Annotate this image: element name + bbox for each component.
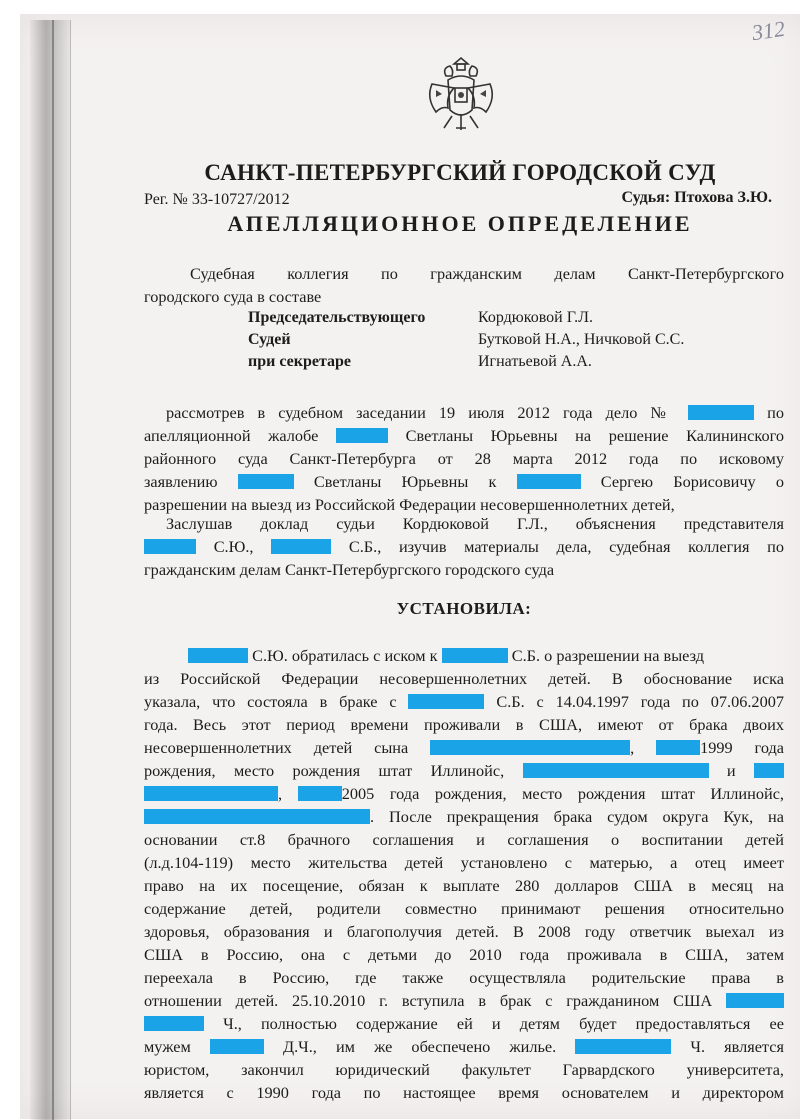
registration-number: Рег. № 33-10727/2012 [144,191,290,208]
judge-name: Судья: Птохова З.Ю. [621,189,772,206]
body-line-1: С.Ю. обратилась с иском к С.Б. о разрешении на выезд [144,644,784,667]
section-heading: УСТАНОВИЛА: [396,599,532,618]
document-title: АПЕЛЛЯЦИОННОЕ ОПРЕДЕЛЕНИЕ [227,211,693,236]
para1-line-4: заявлению Светланы Юрьевны к Сергею Борисовичу о [144,472,784,491]
redaction-mark [442,648,508,663]
page-fold-line-secondary [70,20,71,1120]
body-line-7: , 2005 года рождения, место рождения штат Иллинойс, [144,782,784,805]
court-name-heading: САНКТ-ПЕТЕРБУРГСКИЙ ГОРОДСКОЙ СУД [204,160,716,185]
body-line-15: переехала в Россию, где также осуществляла родительские права в [144,968,784,987]
body-line-13: здоровья, образования и благополучия детей. В 2008 году ответчик выехал из [144,922,784,941]
body-line-20: является с 1990 года по настоящее время основателем и директором [144,1083,784,1102]
composition-name-secretary: Игнатьевой А.А. [478,353,592,370]
body-line-9: основании ст.8 брачного соглашения и соглашения о воспитании детей [144,830,784,849]
redaction-mark [517,474,581,489]
body-line-2: из Российской Федерации несовершеннолетних детей. В обоснование иска [144,669,784,688]
body-line-19: юристом, закончил юридический факультет Гарвардского университета, [144,1060,784,1079]
body-line-18: мужем Д.Ч., им же обеспечено жилье. Ч. является [144,1037,784,1056]
redaction-mark [336,428,388,443]
redaction-mark [188,648,248,663]
page-fold-line [52,20,54,1120]
composition-role-secretary: при секретаре [248,353,352,370]
redaction-mark [688,405,754,420]
redaction-mark [144,786,278,801]
coat-of-arms-emblem-icon [424,54,498,136]
body-line-3: указала, что состояла в браке с С.Б. с 14.04.1997 года по 07.06.2007 [144,692,784,711]
body-line-4: года. Весь этот период времени проживали в США, имеют от брака двоих [144,715,784,734]
redaction-mark [408,694,484,709]
para2-line-2: С.Ю., С.Б., изучив материалы дела, судебная коллегия по [144,535,784,558]
body-line-5: несовершеннолетних детей сына , 1999 года [144,738,785,757]
redaction-mark [144,1016,204,1031]
redaction-mark [726,993,784,1008]
para1-line-2: апелляционной жалобе Светланы Юрьевны на решение Калининского [144,426,784,445]
body-line-10: (л.д.104-119) место жительства детей установлено с матерью, а отец имеет [144,853,784,872]
redaction-mark [238,474,294,489]
redaction-mark [430,740,630,755]
page-fold-shadow [30,20,70,1120]
body-line-17: Ч., полностью содержание ей и детям будет предоставляться ее [144,1012,784,1035]
body-line-8: . После прекращения брака судом округа Кук, на [144,805,784,828]
body-line-6: рождения, место рождения штат Иллинойс, и [144,759,784,782]
redaction-mark [656,740,700,755]
para2-line-3: гражданским делам Санкт-Петербургского городского суда [144,560,555,579]
para2-line-1: Заслушав доклад судьи Кордюковой Г.Л., объяснения представителя [166,514,784,533]
redaction-mark [298,786,342,801]
body-line-14: США в Россию, она с детьми до 2010 года проживала в США, затем [144,945,784,964]
intro-line-2: городского суда в составе [144,287,322,306]
composition-name-judges: Бутковой Н.А., Ничковой С.С. [478,331,685,348]
redaction-mark [210,1039,264,1054]
redaction-mark [144,539,196,554]
composition-name-presiding: Кордюковой Г.Л. [478,309,594,326]
body-line-11: право на их посещение, обязан к выплате 280 долларов США в месяц на [144,876,784,895]
composition-role-presiding: Председательствующего [248,309,426,326]
handwritten-page-number: 312 [750,15,787,46]
para1-line-5: разрешении на выезд из Российской Федерации несовершеннолетних детей, [144,495,675,514]
intro-line-1: Судебная коллегия по гражданским делам Санкт-Петербургского [190,264,784,283]
body-line-16: отношении детей. 25.10.2010 г. вступила в брак с гражданином США [144,989,784,1012]
redaction-mark [575,1039,671,1054]
redaction-mark [754,763,784,778]
para1-line-3: районного суда Санкт-Петербурга от 28 марта 2012 года по исковому [144,449,784,468]
composition-role-judges: Судей [248,331,291,348]
redaction-mark [144,809,370,824]
redaction-mark [271,539,331,554]
body-line-12: содержание детей, родители совместно принимают решения относительно [144,899,784,918]
redaction-mark [523,763,709,778]
para1-line-1: рассмотрев в судебном заседании 19 июля 2012 года дело № по [166,403,784,422]
